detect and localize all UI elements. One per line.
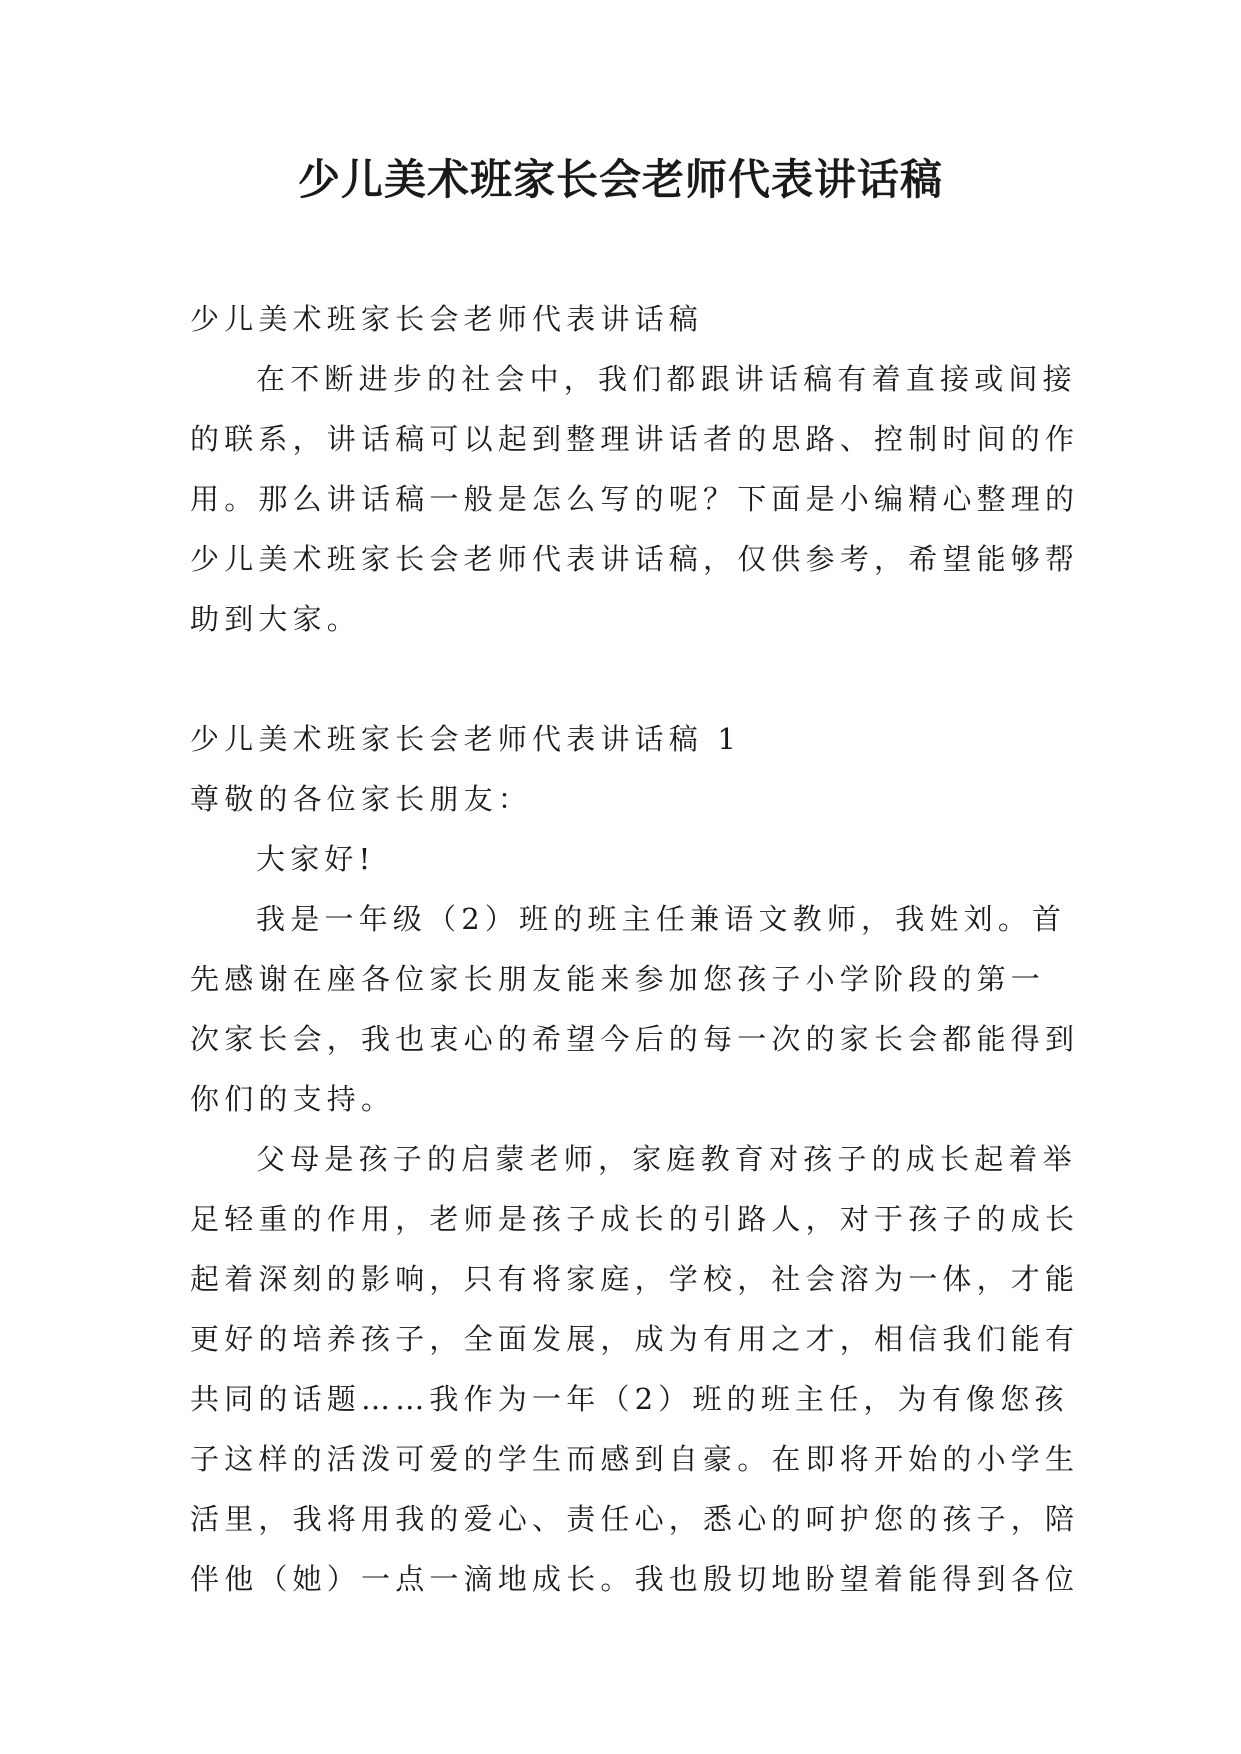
paragraph-line: 次家长会，我也衷心的希望今后的每一次的家长会都能得到 — [190, 1022, 1080, 1056]
paragraph-2 — [190, 1129, 1080, 1609]
document-title: 少儿美术班家长会老师代表讲话稿 — [297, 155, 943, 204]
paragraph-line: 伴他（她）一点一滴地成长。我也殷切地盼望着能得到各位 — [190, 1562, 1080, 1596]
paragraph-line: 足轻重的作用，老师是孩子成长的引路人，对于孩子的成长 — [190, 1202, 1080, 1236]
paragraph-line: 起着深刻的影响，只有将家庭，学校，社会溶为一体，才能 — [190, 1262, 1080, 1296]
intro-line: 的联系，讲话稿可以起到整理讲话者的思路、控制时间的作 — [190, 422, 1080, 456]
paragraph-line: 活里，我将用我的爱心、责任心，悉心的呵护您的孩子，陪 — [190, 1502, 1080, 1536]
paragraph-line: 你们的支持。 — [190, 1082, 396, 1116]
salutation: 尊敬的各位家长朋友： — [190, 782, 533, 816]
paragraph-1 — [190, 889, 1080, 1129]
intro-paragraph — [190, 349, 1080, 649]
paragraph-line: 共同的话题……我作为一年（2）班的班主任，为有像您孩 — [190, 1382, 1069, 1416]
paragraph-line: 子这样的活泼可爱的学生而感到自豪。在即将开始的小学生 — [190, 1442, 1080, 1476]
paragraph-line: 更好的培养孩子，全面发展，成为有用之才，相信我们能有 — [190, 1322, 1080, 1356]
section-spacer — [190, 649, 1050, 709]
document-subtitle: 少儿美术班家长会老师代表讲话稿 — [190, 302, 704, 336]
paragraph-line: 父母是孩子的启蒙老师，家庭教育对孩子的成长起着举 — [256, 1142, 1077, 1176]
intro-line: 在不断进步的社会中，我们都跟讲话稿有着直接或间接 — [256, 362, 1077, 396]
intro-line: 助到大家。 — [190, 602, 362, 636]
section-heading: 少儿美术班家长会老师代表讲话稿 1 — [190, 722, 742, 756]
document-body — [190, 289, 1080, 1609]
intro-line: 用。那么讲话稿一般是怎么写的呢？下面是小编精心整理的 — [190, 482, 1080, 516]
greeting: 大家好! — [256, 842, 376, 876]
paragraph-line: 先感谢在座各位家长朋友能来参加您孩子小学阶段的第一 — [190, 962, 1046, 996]
intro-line: 少儿美术班家长会老师代表讲话稿，仅供参考，希望能够帮 — [190, 542, 1080, 576]
paragraph-line: 我是一年级（2）班的班主任兼语文教师，我姓刘。首 — [256, 902, 1067, 936]
